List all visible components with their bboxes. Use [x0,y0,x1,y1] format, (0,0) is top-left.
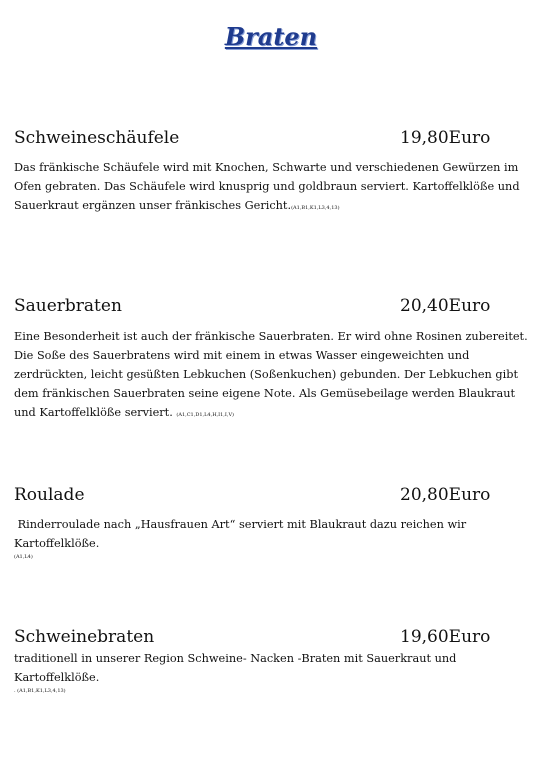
item-description: Das fränkische Schäufele wird mit Knochen, Schwarte und verschiedenen Gewürzen im Ofen gebraten. Das Schäufele wird knusprig und goldbraun serviert. Kartoffelklöße und Sauerkraut ergänzen unser fränkisches Gericht.(A1,B1,K1,L3,4,13) [14,161,520,212]
item-price: 19,80Euro [400,128,491,148]
item-price: 20,40Euro [400,296,491,316]
allergen-codes: . (A1,B1,K1,L3,4,13) [14,688,66,694]
item-description: Rinderroulade nach „Hausfrauen Art“ serviert mit Blaukraut dazu reichen wir Kartoffelklöße. [14,518,467,550]
item-name: Schweinebraten [14,627,155,647]
item-price: 19,60Euro [400,627,491,647]
item-description: traditionell in unserer Region Schweine- Nacken -Braten mit Sauerkraut und Kartoffelklöße. [14,652,457,684]
allergen-codes: (A1,C1,D1,L4,H,I1,I,V) [176,412,235,418]
item-price: 20,80Euro [400,485,491,505]
item-description: Eine Besonderheit ist auch der fränkische Sauerbraten. Er wird ohne Rosinen zubereitet. Die Soße des Sauerbratens wird mit einem in etwas Wasser eingeweichten und zerdrückten, leicht gesüßten Lebkuchen (Soßenkuchen) gebunden. Der Lebkuchen gibt dem fränkischen Sauerbraten seine eigene Note. Als Gemüsebeilage werden Blaukraut und Kartoffelklöße serviert. (A1,C1,D1,L4,H,I1,I,V) [14,330,528,419]
menu-item-sauerbraten [14,296,528,425]
menu-item-roulade [14,485,528,561]
menu-item-schweinebraten [14,627,528,695]
allergen-codes: (A1,L4) [14,554,33,560]
item-name: Sauerbraten [14,296,122,316]
menu-item-schweineschaeufele [14,128,528,218]
page-title: Braten [224,22,318,51]
item-name: Schweineschäufele [14,128,180,148]
item-name: Roulade [14,485,85,505]
allergen-codes: (A1,B1,K1,L3,4,13) [291,205,340,211]
